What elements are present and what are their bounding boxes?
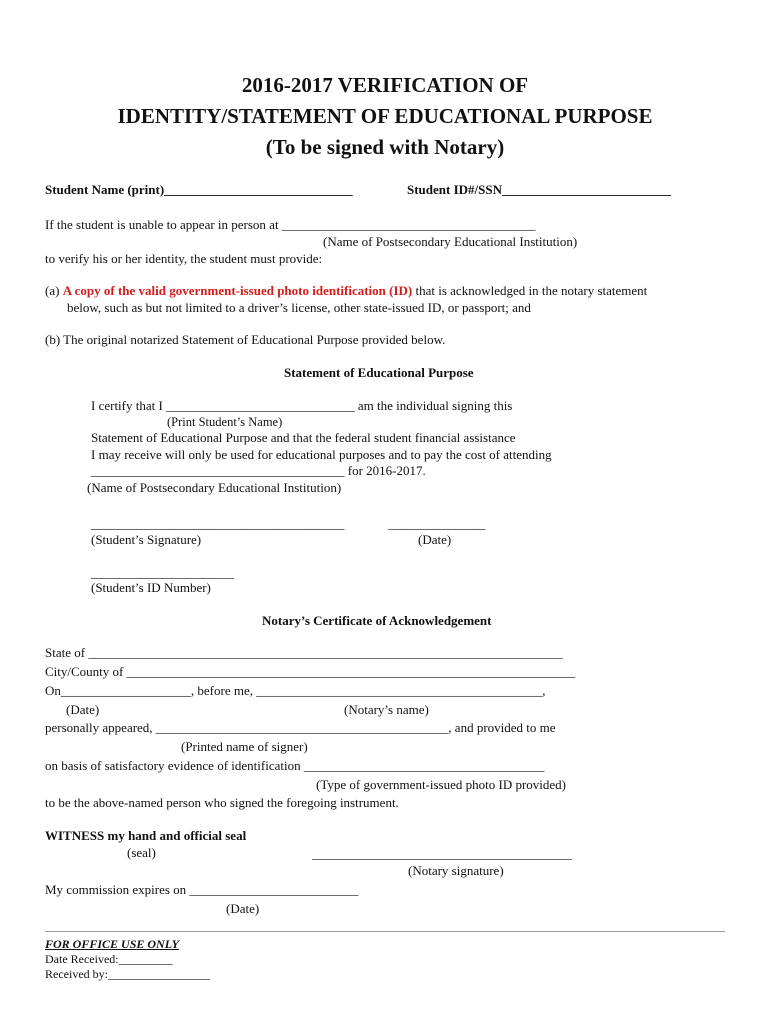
notary-heading: Notary’s Certificate of Acknowledgement [262,613,492,628]
witness-statement: WITNESS my hand and official seal [45,828,247,843]
statement-line-4[interactable]: _______________________________________ for 2016-2017. [91,463,426,478]
signature-date-caption: (Date) [418,532,452,547]
institution-caption: (Name of Postsecondary Educational Institution) [323,234,578,249]
print-name-caption: (Print Student’s Name) [167,415,283,429]
date-received-field[interactable]: Date Received:_________ [45,952,173,966]
notary-appeared-line[interactable]: personally appeared, _____________________________________________, and provided to me [45,720,556,735]
signature-date-line[interactable]: _______________ [388,516,486,531]
notary-date-caption: (Date) [66,702,100,717]
notary-on-line[interactable]: On____________________, before me, ____________________________________________, [45,683,546,698]
item-a [45,283,647,299]
notary-foregoing: to be the above-named person who signed the foregoing instrument. [45,795,399,810]
statement-line-2: Statement of Educational Purpose and that the federal student financial assistance [91,430,516,445]
student-signature-caption: (Student’s Signature) [91,532,202,547]
office-divider [45,931,725,932]
seal-label: (seal) [127,845,156,860]
intro-line-1: If the student is unable to appear in person at _______________________________________ [45,217,536,232]
notary-signer-caption: (Printed name of signer) [181,739,308,754]
statement-institution-caption: (Name of Postsecondary Educational Institution) [87,480,342,495]
student-signature-line[interactable]: _______________________________________ [91,516,345,531]
commission-date-caption: (Date) [226,901,260,916]
commission-expires-line[interactable]: My commission expires on __________________________ [45,882,359,897]
statement-line-3: I may receive will only be used for educational purposes and to pay the cost of attending [91,447,552,462]
student-id-field[interactable]: Student ID#/SSN__________________________ [407,182,672,197]
student-id-caption: (Student’s ID Number) [91,580,211,595]
notary-name-caption: (Notary’s name) [344,702,429,717]
title-line-1: 2016-2017 VERIFICATION OF [241,73,529,97]
notary-signature-caption: (Notary signature) [408,863,504,878]
student-id-line[interactable]: ______________________ [91,565,234,580]
item-a-rest: that is acknowledged in the notary statement [412,283,648,298]
item-b: (b) The original notarized Statement of Educational Purpose provided below. [45,332,446,347]
notary-state-field[interactable]: State of _________________________________________________________________________ [45,645,563,660]
intro-line-3: to verify his or her identity, the student must provide: [45,251,323,266]
item-a-highlight: A copy of the valid government-issued photo identification (ID) [62,283,413,298]
notary-evidence-line[interactable]: on basis of satisfactory evidence of identification _____________________________________ [45,758,545,773]
title-line-2: IDENTITY/STATEMENT OF EDUCATIONAL PURPOSE [117,104,653,128]
student-name-field[interactable]: Student Name (print)_____________________________ [45,182,353,197]
statement-heading: Statement of Educational Purpose [284,365,474,380]
statement-line-1[interactable]: I certify that I _____________________________ am the individual signing this [91,398,513,413]
item-a-prefix: (a) [45,283,60,298]
item-a-line-2: below, such as but not limited to a driver’s license, other state-issued ID, or passport; and [67,300,531,315]
notary-id-type-caption: (Type of government-issued photo ID provided) [316,777,567,792]
office-use-heading: FOR OFFICE USE ONLY [45,937,179,951]
notary-city-field[interactable]: City/County of _____________________________________________________________________ [45,664,576,679]
received-by-field[interactable]: Received by:_________________ [45,967,210,981]
notary-signature-line[interactable]: ________________________________________ [312,846,572,861]
title-line-3: (To be signed with Notary) [265,135,505,159]
